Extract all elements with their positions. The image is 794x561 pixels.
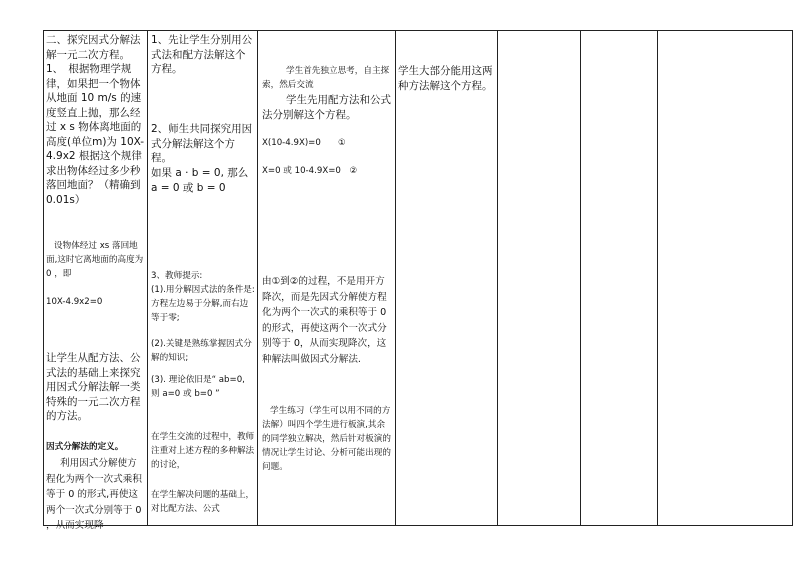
zero-product-rule: 如果 a · b = 0, 那么 a = 0 或 b = 0: [151, 167, 249, 194]
student-practice: 学生练习（学生可以用不同的方法解）叫四个学生进行板演,其余的同学独立解决，然后针对板演的情况让学生讨论、分析可能出现的问题。: [262, 406, 391, 472]
equation-one: X(10-4.9X)=0 ①: [262, 138, 346, 148]
exchange-note: 在学生交流的过程中，教师注重对上述方程的多种解法的讨论，: [151, 432, 255, 470]
table-cell-teaching-content: [44, 31, 148, 531]
physics-problem: 1、 根据物理学规律，如果把一个物体从地面 10 m/s 的速度竖直上抛，那么经过 x s 物体离地面的高度(单位m)为 10X-4.9x2 根据这个规律求出物体经过多少秒落回地面？（精确到 0.01s）: [46, 63, 145, 206]
table-cell-design-intent: [396, 31, 498, 526]
student-think: 学生首先独立思考，自主探索，然后交流: [262, 66, 390, 90]
tip-two: (2).关键是熟练掌握因式分解的知识;: [151, 339, 252, 363]
problem-equation: 10X-4.9x2=0: [46, 297, 103, 307]
table-cell-empty: [581, 31, 658, 526]
definition-title: 因式分解法的定义。: [46, 442, 124, 452]
table-cell-teacher-activity: [148, 31, 258, 526]
definition-body: 利用因式分解使方程化为两个一次式乘积等于 0 的形式,再使这两个一次式分别等于 0 ，从而实现降: [46, 458, 142, 531]
solve-note: 在学生解决问题的基础上，对比配方法、公式: [151, 490, 255, 514]
student-methods: 学生先用配方法和公式法分别解这个方程。: [262, 94, 391, 121]
equation-two: X=0 或 10-4.9X=0 ②: [262, 166, 358, 176]
table-cell-empty: [658, 31, 793, 526]
method-explanation: 由①到②的过程，不是用开方降次，而是先因式分解使方程化为两个一次式的乘积等于 0 的形式，再使这两个一次式分别等于 0，从而实现降次，这种解法叫做因式分解法.: [262, 276, 387, 365]
section-heading: 二、探究因式分解法解一元二次方程。: [46, 34, 141, 61]
lesson-plan-table: [43, 30, 793, 531]
table-cell-empty: [498, 31, 581, 526]
tip-one: (1).用分解因式法的条件是:方程左边易于分解,而右边等于零;: [151, 285, 255, 323]
problem-setup: 设物体经过 xs 落回地面,这时它离地面的高度为 0 ，即: [46, 241, 144, 279]
step-one: 1、先让学生分别用公式法和配方法解这个方程。: [151, 34, 253, 75]
step-three: 3、教师提示:: [151, 271, 203, 281]
table-cell-student-activity: [258, 31, 396, 526]
step-two: 2、师生共同探究用因式分解法解这个方程。: [151, 123, 253, 164]
design-note: 学生大部分能用这两种方法解这个方程。: [398, 65, 493, 92]
guide-text: 让学生从配方法、公式法的基础上来探究用因式分解法解一类特殊的一元二次方程的方法。: [46, 352, 141, 422]
tip-three: (3). 理论依旧是“ ab=0, 则 a=0 或 b=0 ”: [151, 375, 245, 399]
